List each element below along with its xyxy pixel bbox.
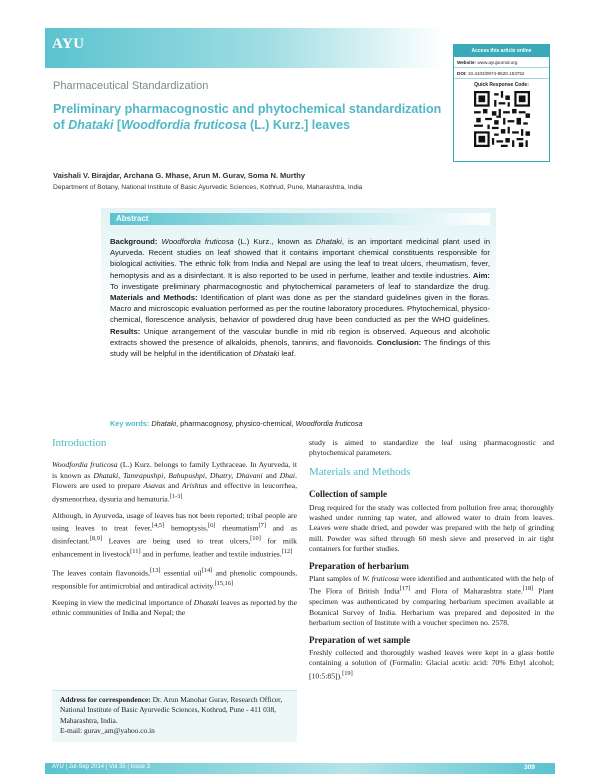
citation[interactable]: [1-3] (169, 492, 183, 500)
text: and (262, 470, 280, 480)
article-title (53, 101, 448, 133)
wet-sample-paragraph (309, 648, 554, 682)
abstract-body (110, 236, 490, 359)
text: Plant specimen was authenticated by comparing herbarium specimen available at Botanical Survey of India. Herbarium was prepared and deposited in the herbarium section of Institute with a voucher specimen no. 2578. (309, 587, 554, 628)
dhataki-term: Dhataki (151, 419, 177, 428)
text: and phenolic compounds, responsible for antimicrobial and antiradical activity. (52, 568, 297, 591)
journal-name: AYU (52, 36, 85, 52)
doi-value[interactable]: 10.4103/0974-8520.153752 (467, 71, 525, 76)
abstract-text: (L.) Kurz., known as (233, 237, 316, 246)
abstract-conclusion-label: Conclusion: (376, 337, 422, 347)
text: Plant samples of (309, 574, 362, 584)
dhataki-term: Dhataki (193, 597, 219, 607)
keywords-text: , pharmacognosy, physico-chemical, (176, 419, 296, 428)
citation[interactable]: [10] (250, 534, 261, 542)
species-name: Woodfordia fruticosa (161, 237, 234, 246)
wet-sample-heading: Preparation of wet sample (309, 634, 411, 645)
citation[interactable]: [18] (522, 585, 534, 593)
abstract-text: Unique arrangement of the vascular bundle in mid rib region is observed. Aqueous and alcoholic extracts showed the presence of alkaloids, phenols, tannins, and flavonoids. (110, 326, 490, 347)
title-italic: Dhataki (68, 118, 114, 132)
abstract-text: leaf. (279, 349, 296, 359)
website-row (454, 57, 549, 68)
title-part: (L.) Kurz.] leaves (246, 118, 351, 132)
doi-row (454, 68, 549, 79)
abstract-text: The findings of this study will be helpful in the identification of (110, 337, 490, 359)
doi-label: DOI: (457, 71, 467, 76)
collection-paragraph: Drug required for the study was collected from pollution free area; thoroughly washed under running tap water, and allowed water to drain from leaves. Leaves were shade dried, and powder was prepared with the help of grinding mill. Powder was sifted through 60 mesh sieve and preserved in air tight containers for further studies. (309, 502, 554, 554)
abstract-results-label: Results: (110, 326, 141, 336)
text: leaves as reported by the ethnic communities of India and Nepal; the (52, 597, 297, 618)
text: rheumatism (215, 523, 259, 533)
term: Asavas (143, 481, 166, 491)
text: and Flora of Maharashtra state. (410, 587, 523, 597)
qr-code-icon[interactable] (474, 91, 530, 147)
citation[interactable]: [4,5] (151, 522, 165, 529)
text: and in perfume, leather and textile industries. (140, 549, 282, 559)
herbarium-paragraph (309, 574, 554, 629)
text: . Flowers are used to prepare (52, 470, 297, 491)
citation[interactable]: [17] (399, 585, 411, 593)
authors: Vaishali V. Birajdar, Archana G. Mhase, Arun M. Gurav, Soma N. Murthy (53, 171, 306, 180)
abstract-aim-label: Aim: (472, 270, 490, 280)
title-part: Preliminary pharmacognostic and phytochemical standardization of (53, 102, 442, 132)
right-column (309, 438, 554, 688)
affiliation: Department of Botany, National Institute of Basic Ayurvedic Sciences, Kothrud, Pune, Maharashtra, India (53, 184, 363, 191)
citation[interactable]: [11] (130, 547, 141, 555)
keywords-label: Key words: (110, 419, 150, 428)
introduction-heading: Introduction (52, 437, 107, 449)
species-name: W. fruticosa (361, 574, 399, 584)
citation[interactable]: [12] (281, 547, 293, 555)
text: and as disinfectant. (52, 523, 298, 546)
title-italic: Woodfordia fruticosa (121, 118, 247, 132)
footer-journal-info: AYU | Jul-Sep 2014 | Vol 35 | Issue 3 (52, 764, 150, 770)
abstract-text: Identification of plant was done as per the standard guidelines given in the floras. Macro and microscopic evaluation performed as per the routine laboratory procedures. Phytochemical, physico-chemical, florescence analysis, behavior of powdered drug have been conducted as per the WHO guidelines. (110, 293, 491, 325)
journal-header-band (45, 28, 444, 68)
website-label: Website: (457, 60, 477, 65)
left-column (52, 438, 297, 625)
intro-paragraph (52, 566, 297, 592)
text: and (165, 481, 182, 491)
citation[interactable]: [19] (342, 669, 353, 677)
synonyms: Dhataki, Tamrapushpi, Bahupushpi, Dhatry, Dhavani (93, 470, 263, 480)
correspondence-label: Address for correspondence: (60, 695, 151, 704)
section-label: Pharmaceutical Standardization (53, 80, 209, 92)
dhataki-term: Dhataki (253, 349, 280, 359)
abstract-background-label: Background: (110, 237, 158, 246)
text: The leaves contain flavonoids, (52, 568, 150, 578)
abstract-text: , is an important medicinal plant used in Ayurveda. Recent studies on leaf showed that it contains important chemical constituents responsible for biological activities. The ethnic folk from India and Nepal are using the leaf to treat ulcers, rheumatism, fever, hemoptysis and as a disinfectant. It is also reported to be used in perfume, leather and textile industries. (110, 237, 490, 280)
citation[interactable]: [8,9] (89, 534, 103, 542)
text: Keeping in view the medicinal importance of (52, 597, 194, 607)
text: Although, in Ayurveda, usage of leaves has not been reported; tribal people are using leaves to treat fever, (52, 510, 297, 533)
citation[interactable]: [7] (258, 522, 266, 529)
intro-paragraph (52, 511, 297, 560)
text: were identified and authenticated with the help of The Flora of British India (309, 574, 555, 597)
synonym: Dhai (279, 470, 296, 480)
correspondence-email[interactable]: E-mail: gurav_am@yahoo.co.in (60, 726, 155, 736)
citation[interactable]: [14] (201, 566, 213, 574)
text: Leaves are being used to treat ulcers, (102, 536, 251, 546)
citation[interactable]: [15,16] (214, 579, 234, 587)
text: (L.) Kurz. belongs to family Lythraceae. In Ayurveda, it is known as (52, 460, 297, 480)
intro-paragraph (52, 598, 297, 619)
text: and effective in leucorrhea, dysmenorrhea, dysuria and hematuria. (52, 481, 298, 504)
abstract-methods-label: Materials and Methods: (110, 293, 198, 303)
access-online-header: Access this article online (454, 45, 549, 57)
materials-methods-heading: Materials and Methods (309, 465, 411, 478)
intro-paragraph (52, 460, 297, 504)
text: essential oil (160, 568, 202, 578)
species-name: Woodfordia fruticosa (52, 460, 118, 470)
dhataki-term: Dhataki (315, 237, 342, 246)
abstract-text: To investigate preliminary pharmacognostic and phytochemical parameters of leaf to standardize the drug. (110, 281, 490, 291)
title-part: [ (113, 118, 122, 132)
citation[interactable]: [6] (207, 522, 216, 529)
text: hemoptysis, (164, 523, 208, 533)
access-online-box (453, 44, 550, 162)
collection-heading: Collection of sample (309, 489, 387, 500)
text: Freshly collected and thoroughly washed leaves were kept in a glass bottle containing a solution of (Formalin: Glacial acetic acid: 70% Ethyl alcohol; [10:5:85]). (309, 648, 554, 681)
citation[interactable]: [13] (149, 566, 161, 574)
species-name: Woodfordia fruticosa (295, 419, 363, 428)
keywords (110, 419, 490, 428)
abstract-heading: Abstract (110, 213, 490, 225)
correspondence-address: Dr. Arun Manohar Gurav, Research Officer, National Institute of Basic Ayurvedic Sciences, Kothrud, Pune - 411 038, Maharashtra, India. (60, 695, 283, 725)
website-link[interactable]: www.ayujournal.org (477, 60, 518, 65)
term: Arishtas (181, 481, 208, 491)
page-number: 309 (524, 764, 535, 771)
text: for milk enhancement in livestock (52, 536, 297, 559)
qr-label: Quick Response Code: (474, 82, 529, 88)
intro-continuation: study is aimed to standardize the leaf using pharmacognostic and phytochemical parameters. (309, 438, 554, 458)
correspondence-box (52, 690, 297, 742)
herbarium-heading: Preparation of herbarium (309, 560, 409, 571)
